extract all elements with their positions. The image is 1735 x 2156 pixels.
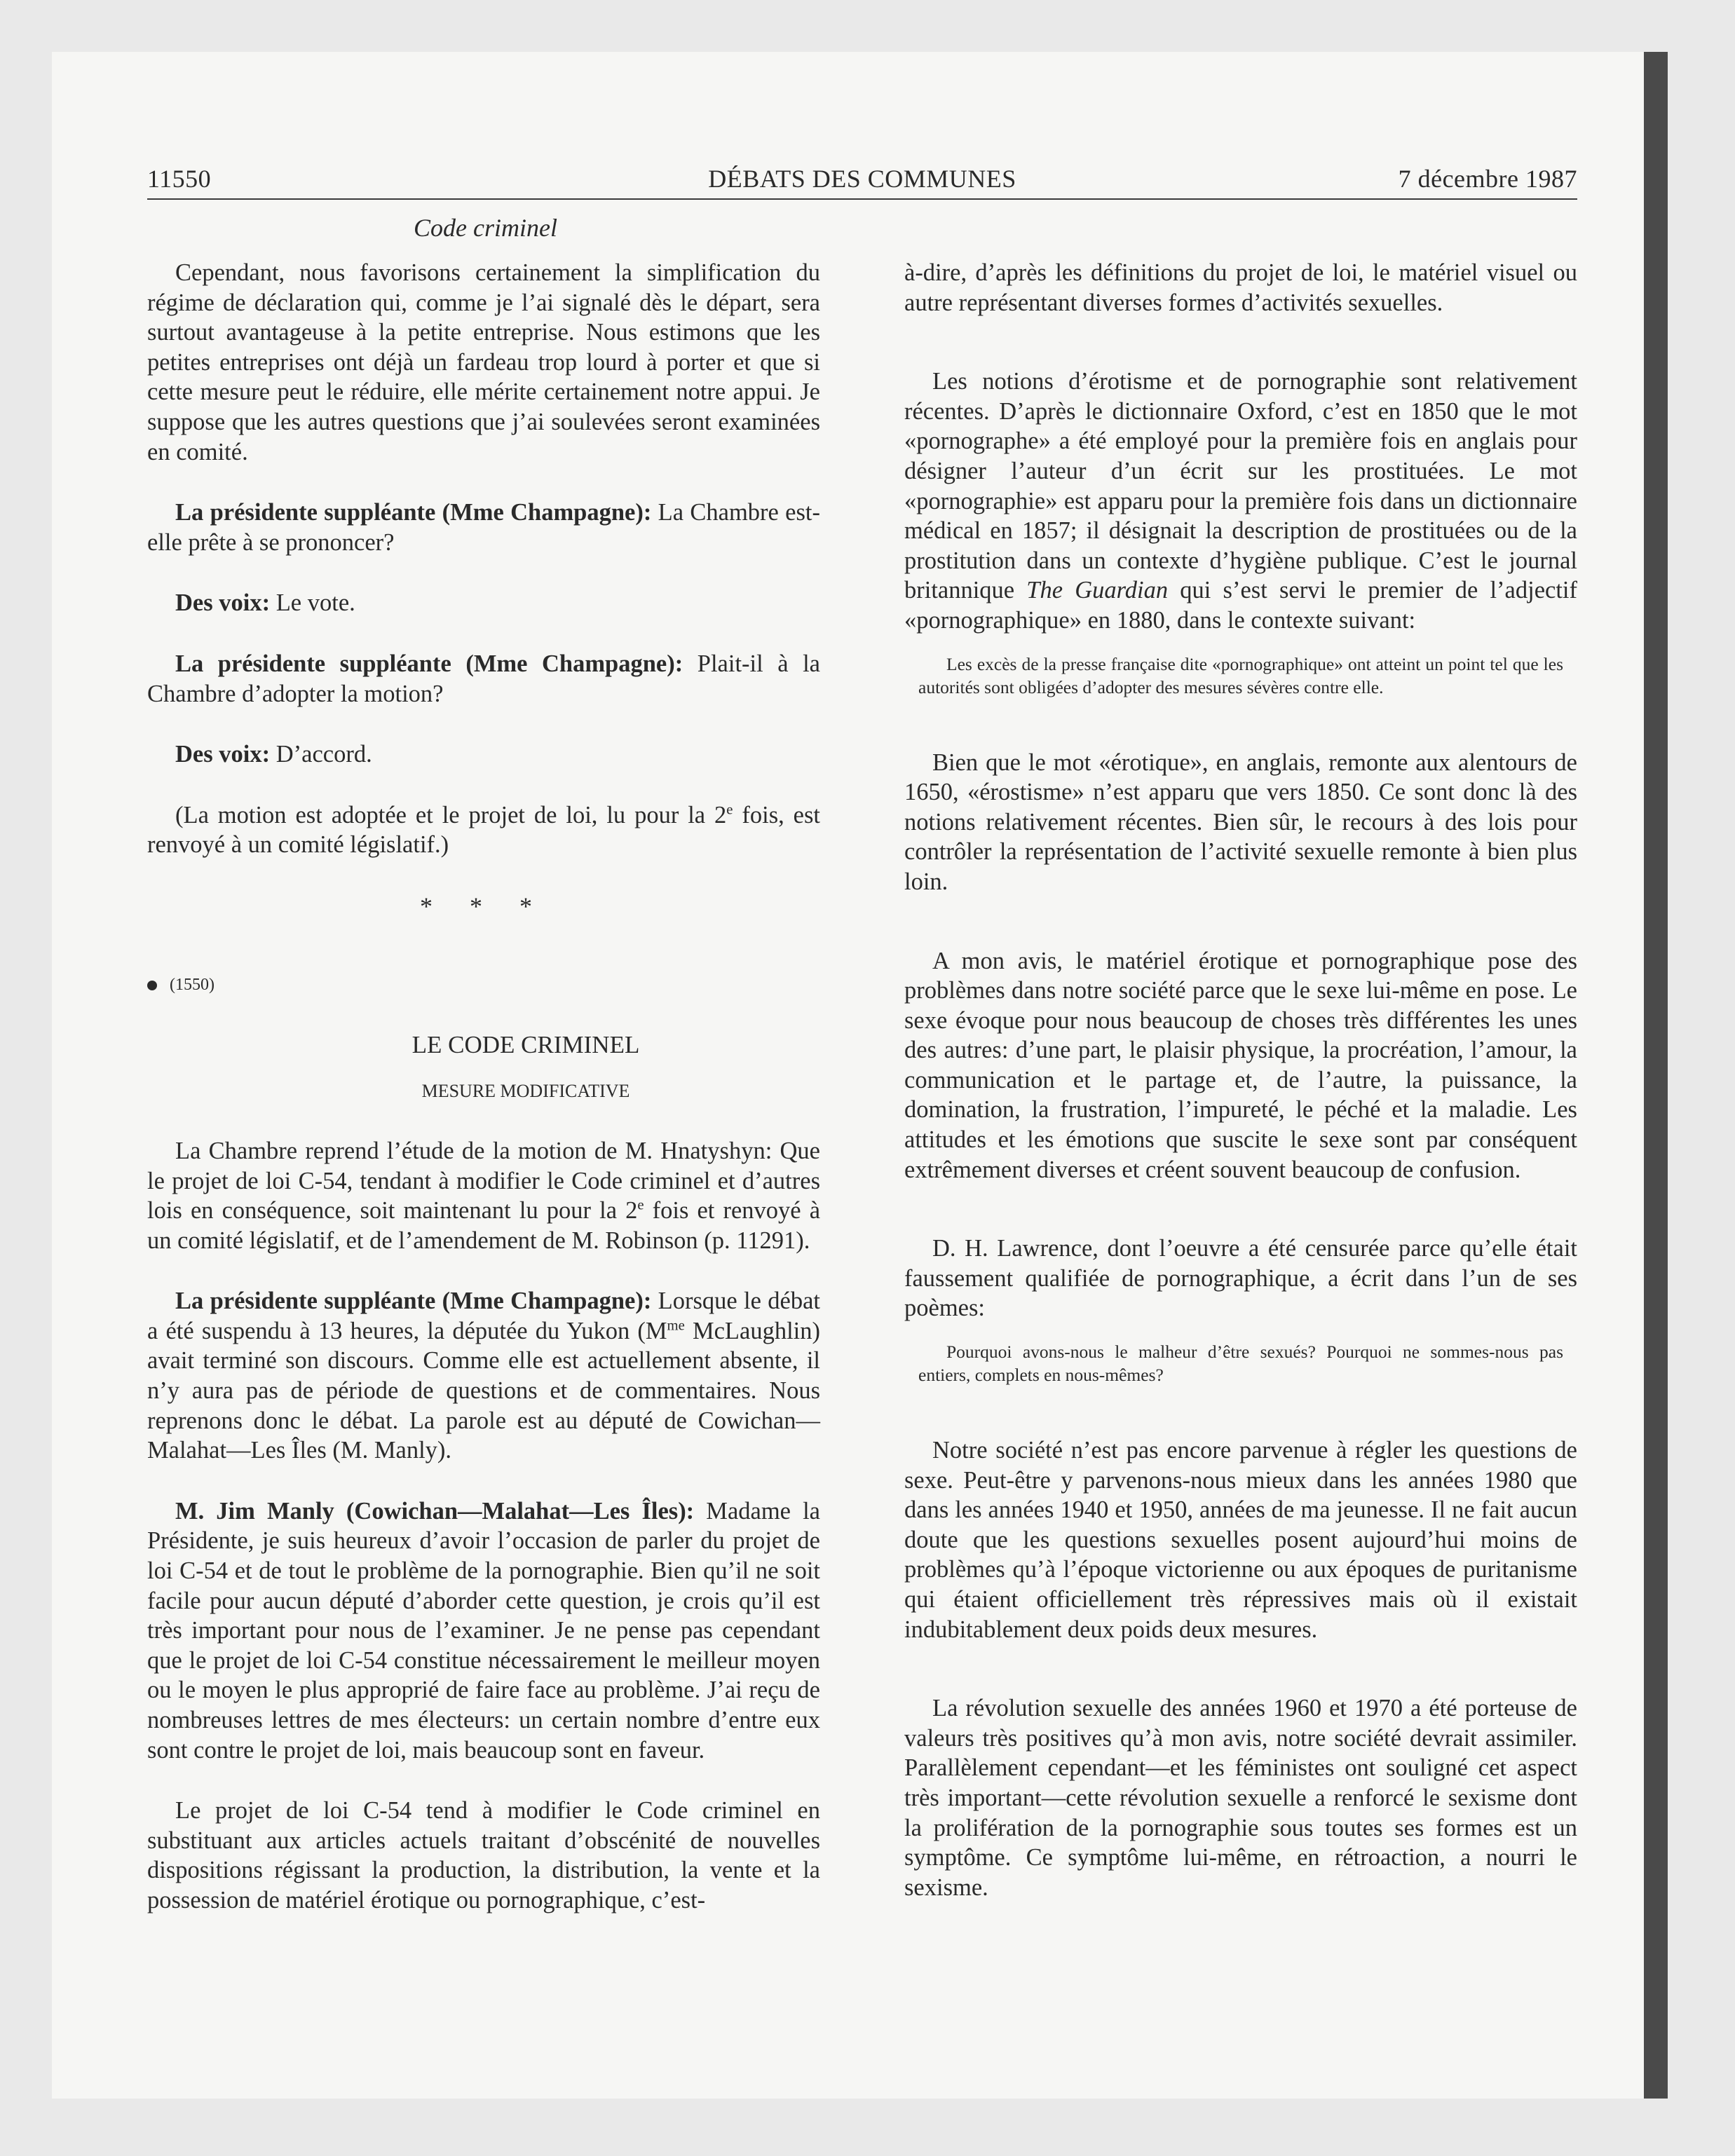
page-number: 11550	[147, 165, 212, 193]
page-header	[147, 164, 1577, 199]
speaker: La présidente suppléante (Mme Champagne):	[175, 650, 683, 677]
left-column	[147, 258, 820, 1916]
speech-text: Madame la Présidente, je suis heureux d’avoir l’occasion de parler du projet de loi C-54 et de tout le problème de la pornographie. Bien qu’il ne soit facile pour aucun député d’aborder cette question, je crois qu’il est très important pour nous de l’examiner. Je ne pense pas cependant que le projet de loi C-54 constitue nécessairement le meilleur moyen ou le moyen le plus approprié de faire face au problème. J’ai reçu de nombreuses lettres de mes électeurs: un certain nombre d’entre eux sont contre le projet de loi, mais beaucoup sont en faveur.	[147, 1497, 820, 1763]
right-column	[904, 258, 1577, 1902]
speech	[147, 739, 820, 770]
speaker: La présidente suppléante (Mme Champagne):	[175, 1288, 652, 1315]
motion-note: (La motion est adoptée et le projet de loi, lu pour la 2e fois, est renvoyé à un comité législatif.)	[147, 801, 821, 859]
running-title: Code criminel	[414, 214, 557, 242]
speech	[147, 588, 820, 618]
speech	[147, 1496, 820, 1765]
speaker: Des voix:	[175, 589, 271, 617]
speech-text: Plait-il à la Chambre d’adopter la motion?	[147, 650, 820, 707]
block-quote: Pourquoi avons-nous le malheur d’être sexués? Pourquoi ne sommes-nous pas entiers, complets en nous-mêmes?	[918, 1342, 1563, 1386]
header-rule	[147, 198, 1577, 200]
speaker: Des voix:	[175, 741, 271, 768]
section-separator: * * *	[420, 892, 547, 920]
section-subtitle: MESURE MODIFICATIVE	[421, 1080, 630, 1101]
paragraph: La révolution sexuelle des années 1960 et 1970 a été porteuse de valeurs très positives qu’à mon avis, notre société devrait assimiler. Parallèlement cependant—et les féministes ont souligné cet aspect très important—cette révolution sexuelle a renforcé le sexisme dont la prolifération de la pornographie sous toutes ses formes est un symptôme. Ce symptôme lui-même, en rétroaction, a nourri le sexisme.	[904, 1695, 1577, 1901]
time-marker: (1550)	[147, 971, 820, 999]
speech-text: D’accord.	[270, 741, 372, 768]
section-title: LE CODE CRIMINEL	[411, 1030, 640, 1058]
paragraph: A mon avis, le matériel érotique et pornographique pose des problèmes dans notre société parce que le sexe lui-même en pose. Le sexe évoque pour nous beaucoup de choses très différentes les unes des autres: d’une part, le plaisir physique, la procréation, l’amour, la communication et le partage et, de l’autre, la puissance, la domination, la frustration, l’impureté, le péché et la maladie. Les attitudes et les émotions que suscite le sexe sont par conséquent extrêmement diverses et créent souvent beaucoup de confusion.	[904, 947, 1577, 1183]
paragraph: Cependant, nous favorisons certainement la simplification du régime de déclaration qui, comme je l’ai signalé dès le départ, sera surtout avantageuse à la petite entreprise. Nous estimons que les petites entreprises ont déjà un fardeau trop lourd à porter et que si cette mesure peut le réduire, elle mérite certainement notre appui. Je suppose que les autres questions que j’ai soulevées seront examinées en comité.	[147, 259, 820, 465]
publication-date: 7 décembre 1987	[1398, 165, 1577, 193]
paragraph: Bien que le mot «érotique», en anglais, remonte aux alentours de 1650, «érostisme» n’est apparu que vers 1850. Ce sont donc là des notions relativement récentes. Bien sûr, le recours à des lois pour contrôler la représentation de l’activité sexuelle remonte à bien plus loin.	[904, 749, 1577, 895]
speech-text: Le vote.	[270, 589, 355, 617]
speaker: M. Jim Manly (Cowichan—Malahat—Les Îles):	[175, 1497, 695, 1524]
scan-edge-bar	[1644, 52, 1668, 2099]
newspaper-title: The Guardian	[1026, 577, 1169, 604]
paragraph: Notre société n’est pas encore parvenue à régler les questions de sexe. Peut-être y parvenons-nous mieux dans les années 1980 que dans les années 1940 et 1950, années de ma jeunesse. Il ne fait aucun doute que les questions sexuelles posent aujourd’hui moins de problèmes qu’à l’époque victorienne ou aux époques de puritanisme qui étaient officiellement très répressives mais où il existait indubitablement deux poids deux mesures.	[904, 1437, 1577, 1643]
paragraph: Les notions d’érotisme et de pornographie sont relativement récentes. D’après le dictionnaire Oxford, c’est en 1850 que le mot «pornographe» a été employé pour la première fois en anglais pour désigner l’auteur d’un écrit sur les prostituées. Le mot «pornographie» est apparu pour la première fois dans un dictionnaire médical en 1857; il désignait la description de prostituées ou de la prostitution dans un contexte d’hygiène publique. C’est le journal britannique The Guardian qui s’est servi le premier de l’adjectif «pornographique» en 1880, dans le contexte suivant:	[904, 368, 1577, 634]
bullet-icon	[147, 981, 157, 990]
paragraph: à-dire, d’après les définitions du projet de loi, le matériel visuel ou autre représentant diverses formes d’activités sexuelles.	[904, 259, 1577, 316]
paragraph: La Chambre reprend l’étude de la motion de M. Hnatyshyn: Que le projet de loi C-54, tendant à modifier le Code criminel et d’autres lois en conséquence, soit maintenant lu pour la 2e fois et renvoyé à un comité législatif, et de l’amendement de M. Robinson (p. 11291).	[147, 1137, 821, 1254]
speech: La présidente suppléante (Mme Champagne): Lorsque le débat a été suspendu à 13 heures, la députée du Yukon ($M^{me}$ McLaughlin) avait terminé son discours. Comme elle est actuellement absente, il n’y aura pas de période de questions et de commentaires. Nous reprenons donc le débat. La parole est au député de Cowichan—Malahat—Les Îles (M. Manly).	[147, 1288, 820, 1464]
speech-text: La Chambre est-elle prête à se prononcer?	[147, 499, 820, 556]
paragraph: Le projet de loi C-54 tend à modifier le Code criminel en substituant aux articles actuels traitant d’obscénité de nouvelles dispositions régissant la production, la distribution, la vente et la possession de matériel érotique ou pornographique, c’est-	[147, 1797, 820, 1913]
paragraph: D. H. Lawrence, dont l’oeuvre a été censurée parce qu’elle était faussement qualifiée de pornographique, a écrit dans l’un de ses poèmes:	[904, 1235, 1577, 1322]
publication-title: DÉBATS DES COMMUNES	[708, 165, 1016, 193]
speech	[147, 498, 820, 557]
block-quote: Les excès de la presse française dite «pornographique» ont atteint un point tel que les autorités sont obligées d’adopter des mesures sévères contre elle.	[918, 653, 1563, 697]
speaker: La présidente suppléante (Mme Champagne):	[175, 499, 652, 526]
speech	[147, 649, 820, 709]
